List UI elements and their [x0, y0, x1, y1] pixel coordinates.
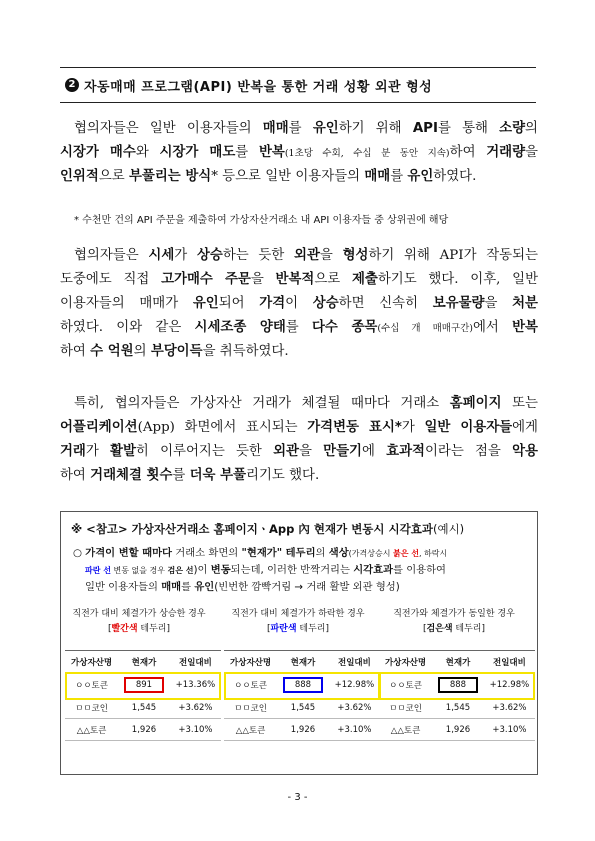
column-caption-rise: 직전가 대비 체결가가 상승한 경우 [빨간색 테두리] [72, 609, 206, 634]
page-number: - 3 - [287, 792, 308, 803]
paragraph-2 [60, 244, 538, 364]
section-heading [60, 67, 536, 103]
column-caption-fall: 직전가 대비 체결가가 하락한 경우 [파란색 테두리] [231, 609, 365, 634]
table-row: △△토큰 1,926 +3.10% [65, 719, 221, 741]
column-caption-same: 직전가와 체결가가 동일한 경우 [검은색 테두리] [393, 609, 515, 634]
current-price-box: 888 [438, 677, 478, 693]
table-row: ㅁㅁ코인 1,545 +3.62% [65, 697, 221, 719]
reference-title: ※ <참고> 가상자산거래소 홈페이지ㆍApp 內 현재가 변동시 시각효과(예시) [71, 522, 465, 536]
paragraph-line: 도중에도 직접 고가매수 주문을 반복적으로 제출하기도 했다. 이후, 일반 [60, 272, 538, 287]
paragraph-line: 하여 수 억원의 부당이득을 취득하였다. [60, 344, 289, 359]
highlight-frame [65, 672, 221, 700]
highlight-frame [224, 672, 380, 700]
table-row: △△토큰 1,926 +3.10% [379, 719, 535, 741]
description-line: ○ 가격이 변할 때마다 거래소 화면의 "현재가" 테두리의 색상(가격상승시 붉은 선, 하락시 [73, 547, 448, 559]
current-price-box: 891 [124, 677, 164, 693]
price-table-same: 가상자산명 현재가 전일대비 ㅇㅇ토큰 888 +12.98% ㅁㅁ코인 1,545 +3.62% △△토큰 1,926 +3.10% [379, 650, 535, 741]
paragraph-line: 거래가 활발히 이루어지는 듯한 외관을 만들기에 효과적이라는 점을 악용 [60, 444, 538, 459]
paragraph-line: 하여 거래체결 횟수를 더욱 부풀리기도 했다. [60, 468, 320, 483]
table-row: ㅇㅇ토큰 888 +12.98% [379, 673, 535, 698]
paragraph-line: 인위적으로 부풀리는 방식* 등으로 일반 이용자들의 매매를 유인하였다. [60, 169, 477, 184]
paragraph-line: 협의자들은 일반 이용자들의 매매를 유인하기 위해 API를 통해 소량의 [74, 121, 538, 136]
reference-description [73, 545, 447, 596]
reference-box [60, 511, 538, 775]
description-line: 파란 선 변동 없을 경우 검은 선)이 변동되는데, 이러한 반짝거리는 시각효과를 이용하여 [85, 564, 446, 576]
table-row: ㅇㅇ토큰 891 +13.36% [65, 673, 221, 698]
section-number-badge: 2 [65, 78, 79, 92]
paragraph-line: 협의자들은 시세가 상승하는 듯한 외관을 형성하기 위해 API가 작동되는 [74, 248, 538, 263]
paragraph-1 [60, 117, 538, 189]
description-line: 일반 이용자들의 매매를 유인(빈번한 깜빡거림 → 거래 활발 외관 형성) [85, 581, 400, 593]
paragraph-line: 시장가 매수와 시장가 매도를 반복(1초당 수회, 수십 분 동안 지속)하여 거래량을 [60, 145, 538, 160]
current-price-box: 888 [283, 677, 323, 693]
paragraph-line: 특히, 협의자들은 가상자산 거래가 체결될 때마다 거래소 홈페이지 또는 [74, 396, 538, 411]
paragraph-3 [60, 392, 538, 488]
table-row: ㅁㅁ코인 1,545 +3.62% [379, 697, 535, 719]
table-row: ㅇㅇ토큰 888 +12.98% [224, 673, 380, 698]
table-row: △△토큰 1,926 +3.10% [224, 719, 380, 741]
section-title: 자동매매 프로그램(API) 반복을 통한 거래 성황 외관 형성 [84, 80, 433, 95]
footnote: * 수천만 건의 API 주문을 제출하여 가상자산거래소 내 API 이용자들 중 상위권에 해당 [74, 215, 449, 226]
highlight-frame [379, 672, 535, 700]
paragraph-line: 어플리케이션(App) 화면에서 표시되는 가격변동 표시*가 일반 이용자들에게 [60, 420, 538, 435]
paragraph-line: 하였다. 이와 같은 시세조종 양태를 다수 종목(수십 개 매매구간)에서 반복 [60, 320, 538, 335]
table-row: ㅁㅁ코인 1,545 +3.62% [224, 697, 380, 719]
price-table-rise: 가상자산명 현재가 전일대비 ㅇㅇ토큰 891 +13.36% ㅁㅁ코인 1,545 +3.62% △△토큰 1,926 +3.10% [65, 650, 221, 741]
paragraph-line: 이용자들의 매매가 유인되어 가격이 상승하면 신속히 보유물량을 처분 [60, 296, 538, 311]
price-table-fall: 가상자산명 현재가 전일대비 ㅇㅇ토큰 888 +12.98% ㅁㅁ코인 1,545 +3.62% △△토큰 1,926 +3.10% [224, 650, 380, 741]
